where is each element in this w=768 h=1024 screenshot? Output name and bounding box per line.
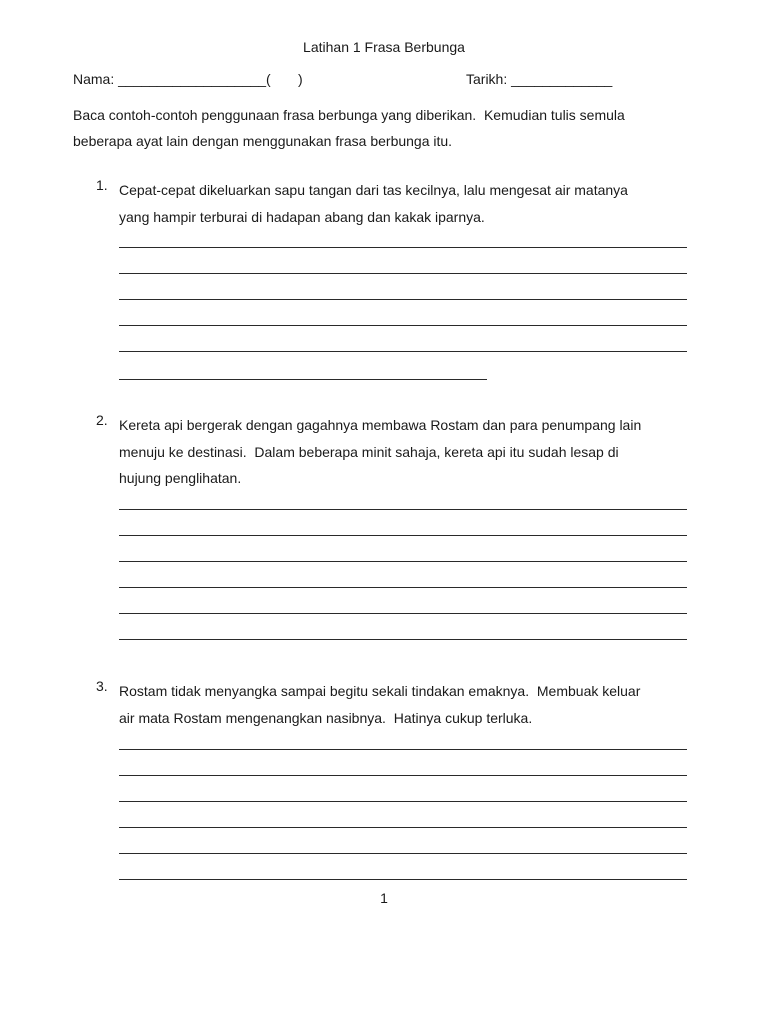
- answer-line[interactable]: [119, 879, 687, 880]
- answer-line[interactable]: [119, 801, 687, 802]
- answer-line[interactable]: [119, 273, 687, 274]
- page-number: 1: [380, 890, 388, 906]
- instruction-line: Baca contoh-contoh penggunaan frasa berbunga yang diberikan. Kemudian tulis semula: [73, 107, 625, 123]
- answer-line[interactable]: [119, 613, 687, 614]
- page-title: Latihan 1 Frasa Berbunga: [303, 39, 465, 55]
- instruction-line: beberapa ayat lain dengan menggunakan frasa berbunga itu.: [73, 133, 453, 149]
- answer-line[interactable]: [119, 853, 687, 854]
- question-text: [119, 412, 694, 492]
- answer-line[interactable]: [119, 379, 487, 380]
- answer-line[interactable]: [119, 535, 687, 536]
- answer-line[interactable]: [119, 639, 687, 640]
- question-line: menuju ke destinasi. Dalam beberapa minit sahaja, kereta api itu sudah lesap di: [119, 443, 619, 460]
- instructions: [73, 102, 693, 154]
- question-line: Rostam tidak menyangka sampai begitu sekali tindakan emaknya. Membuak keluar: [119, 683, 641, 699]
- question-line: hujung penglihatan.: [119, 470, 242, 486]
- question-text: [119, 678, 694, 731]
- answer-line[interactable]: [119, 247, 687, 248]
- answer-line[interactable]: [119, 827, 687, 828]
- answer-line[interactable]: [119, 351, 687, 352]
- question-line: Kereta api bergerak dengan gagahnya membawa Rostam dan para penumpang lain: [119, 417, 642, 433]
- answer-line[interactable]: [119, 775, 687, 776]
- answer-line[interactable]: [119, 325, 687, 326]
- student-info-row: [73, 71, 693, 91]
- answer-line[interactable]: [119, 587, 687, 588]
- question-number: 2.: [96, 412, 108, 428]
- date-field[interactable]: Tarikh: _____________: [466, 71, 613, 87]
- answer-line[interactable]: [119, 561, 687, 562]
- question-text: [119, 177, 694, 230]
- question-line: air mata Rostam mengenangkan nasibnya. Hatinya cukup terluka.: [119, 709, 533, 726]
- question-line: yang hampir terburai di hadapan abang dan kakak iparnya.: [119, 208, 485, 225]
- question-number: 1.: [96, 177, 108, 193]
- answer-line[interactable]: [119, 299, 687, 300]
- answer-line[interactable]: [119, 749, 687, 750]
- answer-line[interactable]: [119, 509, 687, 510]
- question-line: Cepat-cepat dikeluarkan sapu tangan dari tas kecilnya, lalu mengesat air matanya: [119, 182, 628, 198]
- question-number: 3.: [96, 678, 108, 694]
- name-field[interactable]: Nama: ___________________( ): [73, 71, 303, 87]
